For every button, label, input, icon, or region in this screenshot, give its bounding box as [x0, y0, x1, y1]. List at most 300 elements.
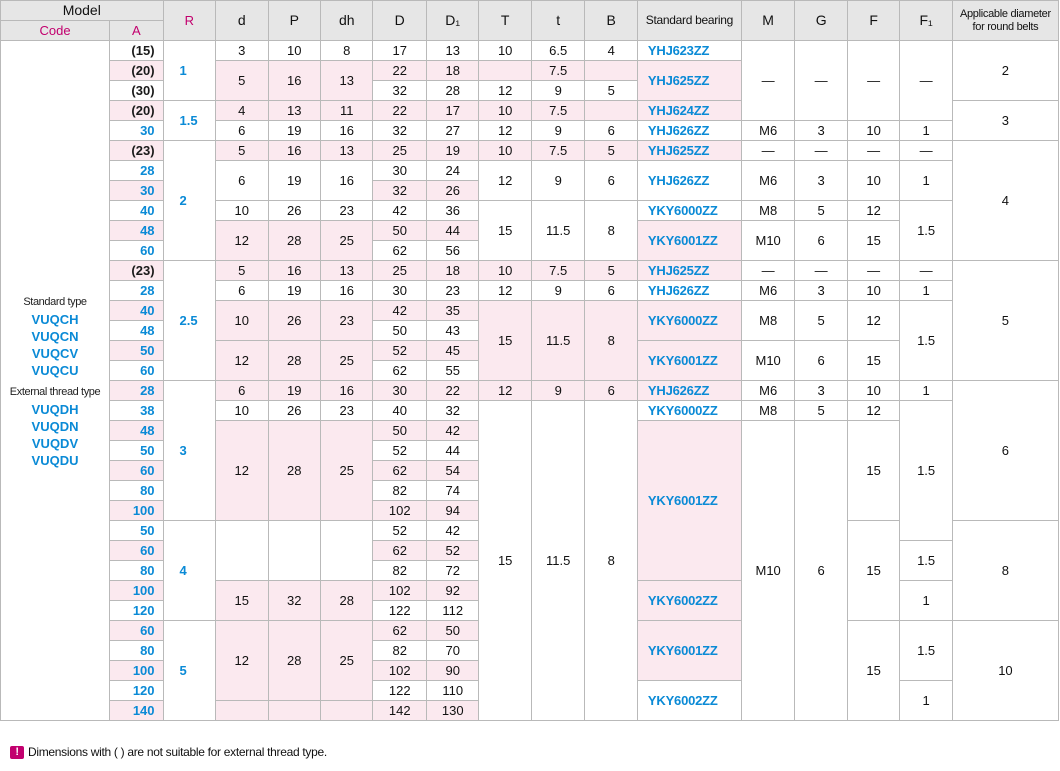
D-cell: 122: [373, 601, 427, 621]
t-cell: 11.5: [531, 201, 585, 261]
F-cell: 12: [847, 201, 899, 221]
a-cell: 80: [110, 481, 164, 501]
D1-cell: 22: [426, 381, 478, 401]
table-row: [1, 201, 1059, 221]
M-cell: M6: [741, 381, 795, 401]
D-cell: 102: [373, 581, 427, 601]
p-cell: [268, 701, 320, 721]
F1-cell: —: [900, 261, 952, 281]
dh-cell: 8: [320, 41, 372, 61]
d-cell: 6: [216, 281, 268, 301]
a-cell: 60: [110, 621, 164, 641]
table-row: [1, 301, 1059, 321]
header-B: B: [585, 1, 637, 41]
dh-cell: 25: [320, 621, 372, 701]
d-cell: 15: [216, 581, 268, 621]
T-cell: 12: [479, 121, 531, 141]
dh-cell: 23: [320, 301, 372, 341]
D1-cell: 44: [426, 441, 478, 461]
F-cell: 15: [847, 521, 899, 621]
G-cell: 3: [795, 121, 847, 141]
bearing-cell: YHJ625ZZ: [637, 261, 741, 281]
r-cell: 1: [163, 41, 215, 101]
model-cell: [1, 41, 110, 721]
p-cell: 13: [268, 101, 320, 121]
F1-cell: 1.5: [900, 541, 952, 581]
r-cell: 5: [163, 621, 215, 721]
T-cell: 15: [479, 301, 531, 381]
a-cell: (20): [110, 61, 164, 81]
header-T: T: [479, 1, 531, 41]
D1-cell: 32: [426, 401, 478, 421]
D1-cell: 18: [426, 261, 478, 281]
B-cell: 6: [585, 121, 637, 141]
a-cell: (23): [110, 141, 164, 161]
a-cell: 50: [110, 341, 164, 361]
D1-cell: 110: [426, 681, 478, 701]
D-cell: 142: [373, 701, 427, 721]
model-code: VUQDH: [31, 401, 79, 417]
D-cell: 42: [373, 201, 427, 221]
p-cell: 10: [268, 41, 320, 61]
bearing-cell: YHJ626ZZ: [637, 281, 741, 301]
p-cell: 16: [268, 141, 320, 161]
r-cell: 4: [163, 521, 215, 621]
D1-cell: 24: [426, 161, 478, 181]
D1-cell: 44: [426, 221, 478, 241]
a-cell: 28: [110, 281, 164, 301]
model-code: VUQCU: [31, 362, 79, 378]
dh-cell: [320, 701, 372, 721]
F-cell: 10: [847, 161, 899, 201]
M-cell: M10: [741, 221, 795, 261]
dh-cell: 16: [320, 161, 372, 201]
diameter-cell: 2: [952, 41, 1058, 101]
d-cell: 12: [216, 621, 268, 701]
a-cell: 140: [110, 701, 164, 721]
D1-cell: 52: [426, 541, 478, 561]
F-cell: 15: [847, 621, 899, 721]
dh-cell: 25: [320, 221, 372, 261]
d-cell: 10: [216, 201, 268, 221]
table-row: [1, 141, 1059, 161]
t-cell: 6.5: [531, 41, 585, 61]
F1-cell: 1.5: [900, 301, 952, 381]
D1-cell: 26: [426, 181, 478, 201]
model-code: VUQCH: [31, 311, 79, 327]
M-cell: —: [741, 41, 795, 121]
D-cell: 52: [373, 521, 427, 541]
D-cell: 82: [373, 641, 427, 661]
bearing-cell: YHJ626ZZ: [637, 121, 741, 141]
F1-cell: —: [900, 41, 952, 121]
B-cell: 6: [585, 381, 637, 401]
header-model: Model: [1, 1, 164, 21]
bearing-cell: YKY6001ZZ: [637, 341, 741, 381]
a-cell: (20): [110, 101, 164, 121]
diameter-cell: 3: [952, 101, 1058, 141]
bearing-cell: YHJ626ZZ: [637, 161, 741, 201]
a-cell: 50: [110, 441, 164, 461]
header-t: t: [531, 1, 585, 41]
F1-cell: 1: [900, 281, 952, 301]
a-cell: 28: [110, 381, 164, 401]
F1-cell: 1: [900, 161, 952, 201]
d-cell: 10: [216, 301, 268, 341]
G-cell: 5: [795, 401, 847, 421]
a-cell: (23): [110, 261, 164, 281]
G-cell: 3: [795, 161, 847, 201]
F-cell: 15: [847, 421, 899, 521]
t-cell: 11.5: [531, 301, 585, 381]
t-cell: 9: [531, 381, 585, 401]
G-cell: —: [795, 141, 847, 161]
p-cell: [268, 521, 320, 581]
B-cell: [585, 101, 637, 121]
T-cell: 10: [479, 141, 531, 161]
dh-cell: 23: [320, 201, 372, 221]
F-cell: 10: [847, 121, 899, 141]
diameter-cell: 5: [952, 261, 1058, 381]
D-cell: 102: [373, 501, 427, 521]
d-cell: 10: [216, 401, 268, 421]
p-cell: 19: [268, 381, 320, 401]
bearing-cell: YHJ626ZZ: [637, 381, 741, 401]
G-cell: —: [795, 261, 847, 281]
bearing-cell: YHJ625ZZ: [637, 61, 741, 101]
F-cell: 12: [847, 301, 899, 341]
M-cell: M6: [741, 281, 795, 301]
table-row: [1, 281, 1059, 301]
D1-cell: 55: [426, 361, 478, 381]
bearing-cell: YHJ623ZZ: [637, 41, 741, 61]
D-cell: 30: [373, 161, 427, 181]
D-cell: 102: [373, 661, 427, 681]
a-cell: 120: [110, 681, 164, 701]
t-cell: 9: [531, 281, 585, 301]
a-cell: (15): [110, 41, 164, 61]
model-code: VUQCV: [31, 345, 79, 361]
M-cell: M8: [741, 401, 795, 421]
dh-cell: [320, 521, 372, 581]
header-G: G: [795, 1, 847, 41]
F1-cell: 1: [900, 581, 952, 621]
table-row: [1, 121, 1059, 141]
D-cell: 62: [373, 461, 427, 481]
d-cell: [216, 701, 268, 721]
a-cell: 120: [110, 601, 164, 621]
bearing-cell: YKY6001ZZ: [637, 421, 741, 581]
bearing-cell: YKY6000ZZ: [637, 401, 741, 421]
D1-cell: 27: [426, 121, 478, 141]
d-cell: 5: [216, 261, 268, 281]
header-row-1: [1, 1, 1059, 21]
r-cell: 2: [163, 141, 215, 261]
M-cell: M6: [741, 161, 795, 201]
t-cell: 7.5: [531, 61, 585, 81]
G-cell: 5: [795, 301, 847, 341]
warning-icon: !: [10, 746, 24, 759]
M-cell: M8: [741, 301, 795, 341]
a-cell: 30: [110, 181, 164, 201]
header-code: Code: [1, 21, 110, 41]
p-cell: 16: [268, 261, 320, 281]
G-cell: 6: [795, 221, 847, 261]
table-row: [1, 161, 1059, 181]
a-cell: 30: [110, 121, 164, 141]
D-cell: 40: [373, 401, 427, 421]
F-cell: 12: [847, 401, 899, 421]
a-cell: 60: [110, 241, 164, 261]
G-cell: 3: [795, 381, 847, 401]
D-cell: 82: [373, 561, 427, 581]
table-row: [1, 381, 1059, 401]
G-cell: 6: [795, 341, 847, 381]
bearing-cell: YKY6000ZZ: [637, 301, 741, 341]
D1-cell: 130: [426, 701, 478, 721]
table-row: [1, 401, 1059, 421]
T-cell: 10: [479, 261, 531, 281]
B-cell: 5: [585, 81, 637, 101]
p-cell: 26: [268, 301, 320, 341]
F1-cell: 1: [900, 681, 952, 721]
D-cell: 82: [373, 481, 427, 501]
D-cell: 30: [373, 281, 427, 301]
dh-cell: 16: [320, 381, 372, 401]
dh-cell: 23: [320, 401, 372, 421]
r-cell: 1.5: [163, 101, 215, 141]
dh-cell: 28: [320, 581, 372, 621]
T-cell: 10: [479, 101, 531, 121]
D1-cell: 45: [426, 341, 478, 361]
F-cell: 10: [847, 381, 899, 401]
D-cell: 22: [373, 61, 427, 81]
M-cell: —: [741, 261, 795, 281]
p-cell: 19: [268, 161, 320, 201]
D-cell: 25: [373, 141, 427, 161]
M-cell: M8: [741, 201, 795, 221]
header-applicable-diameter: Applicable diameter for round belts: [952, 1, 1058, 41]
d-cell: [216, 521, 268, 581]
a-cell: 48: [110, 321, 164, 341]
d-cell: 12: [216, 221, 268, 261]
bearing-cell: YHJ625ZZ: [637, 141, 741, 161]
D1-cell: 23: [426, 281, 478, 301]
M-cell: M10: [741, 421, 795, 721]
header-M: M: [741, 1, 795, 41]
D-cell: 22: [373, 101, 427, 121]
p-cell: 28: [268, 621, 320, 701]
d-cell: 5: [216, 141, 268, 161]
p-cell: 28: [268, 221, 320, 261]
G-cell: —: [795, 41, 847, 121]
a-cell: 38: [110, 401, 164, 421]
dh-cell: 13: [320, 61, 372, 101]
a-cell: 100: [110, 661, 164, 681]
t-cell: 7.5: [531, 261, 585, 281]
B-cell: 5: [585, 141, 637, 161]
D1-cell: 56: [426, 241, 478, 261]
header-standard-bearing: Standard bearing: [637, 1, 741, 41]
a-cell: 80: [110, 561, 164, 581]
D-cell: 50: [373, 421, 427, 441]
a-cell: 60: [110, 541, 164, 561]
t-cell: 9: [531, 161, 585, 201]
dh-cell: 25: [320, 421, 372, 521]
bearing-cell: YHJ624ZZ: [637, 101, 741, 121]
T-cell: 15: [479, 401, 531, 721]
M-cell: M6: [741, 121, 795, 141]
D1-cell: 50: [426, 621, 478, 641]
r-cell: 2.5: [163, 261, 215, 381]
B-cell: 6: [585, 161, 637, 201]
p-cell: 19: [268, 121, 320, 141]
footnote: [10, 745, 327, 759]
B-cell: 8: [585, 201, 637, 261]
D-cell: 62: [373, 361, 427, 381]
model-code: VUQCN: [31, 328, 79, 344]
d-cell: 12: [216, 421, 268, 521]
B-cell: 8: [585, 301, 637, 381]
a-cell: 80: [110, 641, 164, 661]
dh-cell: 11: [320, 101, 372, 121]
D1-cell: 18: [426, 61, 478, 81]
a-cell: 60: [110, 361, 164, 381]
B-cell: 8: [585, 401, 637, 721]
D-cell: 30: [373, 381, 427, 401]
p-cell: 16: [268, 61, 320, 101]
M-cell: M10: [741, 341, 795, 381]
p-cell: 32: [268, 581, 320, 621]
p-cell: 19: [268, 281, 320, 301]
a-cell: 40: [110, 201, 164, 221]
D1-cell: 112: [426, 601, 478, 621]
D-cell: 62: [373, 541, 427, 561]
D1-cell: 42: [426, 521, 478, 541]
a-cell: 40: [110, 301, 164, 321]
G-cell: 6: [795, 421, 847, 721]
bearing-cell: YKY6000ZZ: [637, 201, 741, 221]
d-cell: 6: [216, 381, 268, 401]
B-cell: 4: [585, 41, 637, 61]
t-cell: 7.5: [531, 141, 585, 161]
D1-cell: 17: [426, 101, 478, 121]
dh-cell: 16: [320, 121, 372, 141]
G-cell: 5: [795, 201, 847, 221]
F-cell: —: [847, 41, 899, 121]
header-r: R: [163, 1, 215, 41]
diameter-cell: 8: [952, 521, 1058, 621]
t-cell: 9: [531, 81, 585, 101]
T-cell: 12: [479, 161, 531, 201]
T-cell: [479, 61, 531, 81]
footnote-text: Dimensions with ( ) are not suitable for external thread type.: [28, 745, 327, 759]
header-D: D: [373, 1, 427, 41]
t-cell: 7.5: [531, 101, 585, 121]
diameter-cell: 4: [952, 141, 1058, 261]
D-cell: 32: [373, 181, 427, 201]
standard-type-caption: Standard type: [23, 295, 87, 308]
p-cell: 28: [268, 421, 320, 521]
dh-cell: 16: [320, 281, 372, 301]
D-cell: 32: [373, 81, 427, 101]
D1-cell: 28: [426, 81, 478, 101]
a-cell: 100: [110, 501, 164, 521]
dh-cell: 13: [320, 141, 372, 161]
bearing-cell: YKY6001ZZ: [637, 621, 741, 681]
F1-cell: —: [900, 141, 952, 161]
T-cell: 15: [479, 201, 531, 261]
a-cell: 100: [110, 581, 164, 601]
a-cell: 28: [110, 161, 164, 181]
T-cell: 12: [479, 281, 531, 301]
header-F: F: [847, 1, 899, 41]
T-cell: 12: [479, 381, 531, 401]
D1-cell: 13: [426, 41, 478, 61]
a-cell: 48: [110, 421, 164, 441]
D-cell: 17: [373, 41, 427, 61]
F1-cell: 1: [900, 121, 952, 141]
F-cell: 15: [847, 341, 899, 381]
D-cell: 25: [373, 261, 427, 281]
bearing-cell: YKY6002ZZ: [637, 581, 741, 621]
model-code: VUQDV: [31, 435, 79, 451]
header-d: d: [216, 1, 268, 41]
D1-cell: 36: [426, 201, 478, 221]
B-cell: [585, 61, 637, 81]
diameter-cell: 10: [952, 621, 1058, 721]
table-row: [1, 261, 1059, 281]
D-cell: 52: [373, 341, 427, 361]
diameter-cell: 6: [952, 381, 1058, 521]
F1-cell: 1.5: [900, 621, 952, 681]
t-cell: 9: [531, 121, 585, 141]
header-F1: F₁: [900, 1, 952, 41]
d-cell: 12: [216, 341, 268, 381]
bearing-cell: YKY6002ZZ: [637, 681, 741, 721]
d-cell: 5: [216, 61, 268, 101]
r-cell: 3: [163, 381, 215, 521]
header-p: P: [268, 1, 320, 41]
a-cell: 60: [110, 461, 164, 481]
F1-cell: 1.5: [900, 401, 952, 541]
T-cell: 10: [479, 41, 531, 61]
T-cell: 12: [479, 81, 531, 101]
F1-cell: 1: [900, 381, 952, 401]
table-row: [1, 41, 1059, 61]
D-cell: 50: [373, 321, 427, 341]
d-cell: 4: [216, 101, 268, 121]
D-cell: 122: [373, 681, 427, 701]
d-cell: 6: [216, 121, 268, 141]
header-a: A: [110, 21, 164, 41]
t-cell: 11.5: [531, 401, 585, 721]
model-code: VUQDU: [31, 452, 79, 468]
D-cell: 32: [373, 121, 427, 141]
dh-cell: 25: [320, 341, 372, 381]
a-cell: 50: [110, 521, 164, 541]
D1-cell: 43: [426, 321, 478, 341]
D-cell: 52: [373, 441, 427, 461]
external-thread-type-caption: External thread type: [9, 385, 101, 398]
a-cell: (30): [110, 81, 164, 101]
D1-cell: 42: [426, 421, 478, 441]
dh-cell: 13: [320, 261, 372, 281]
F-cell: —: [847, 261, 899, 281]
p-cell: 26: [268, 401, 320, 421]
D1-cell: 90: [426, 661, 478, 681]
B-cell: 5: [585, 261, 637, 281]
